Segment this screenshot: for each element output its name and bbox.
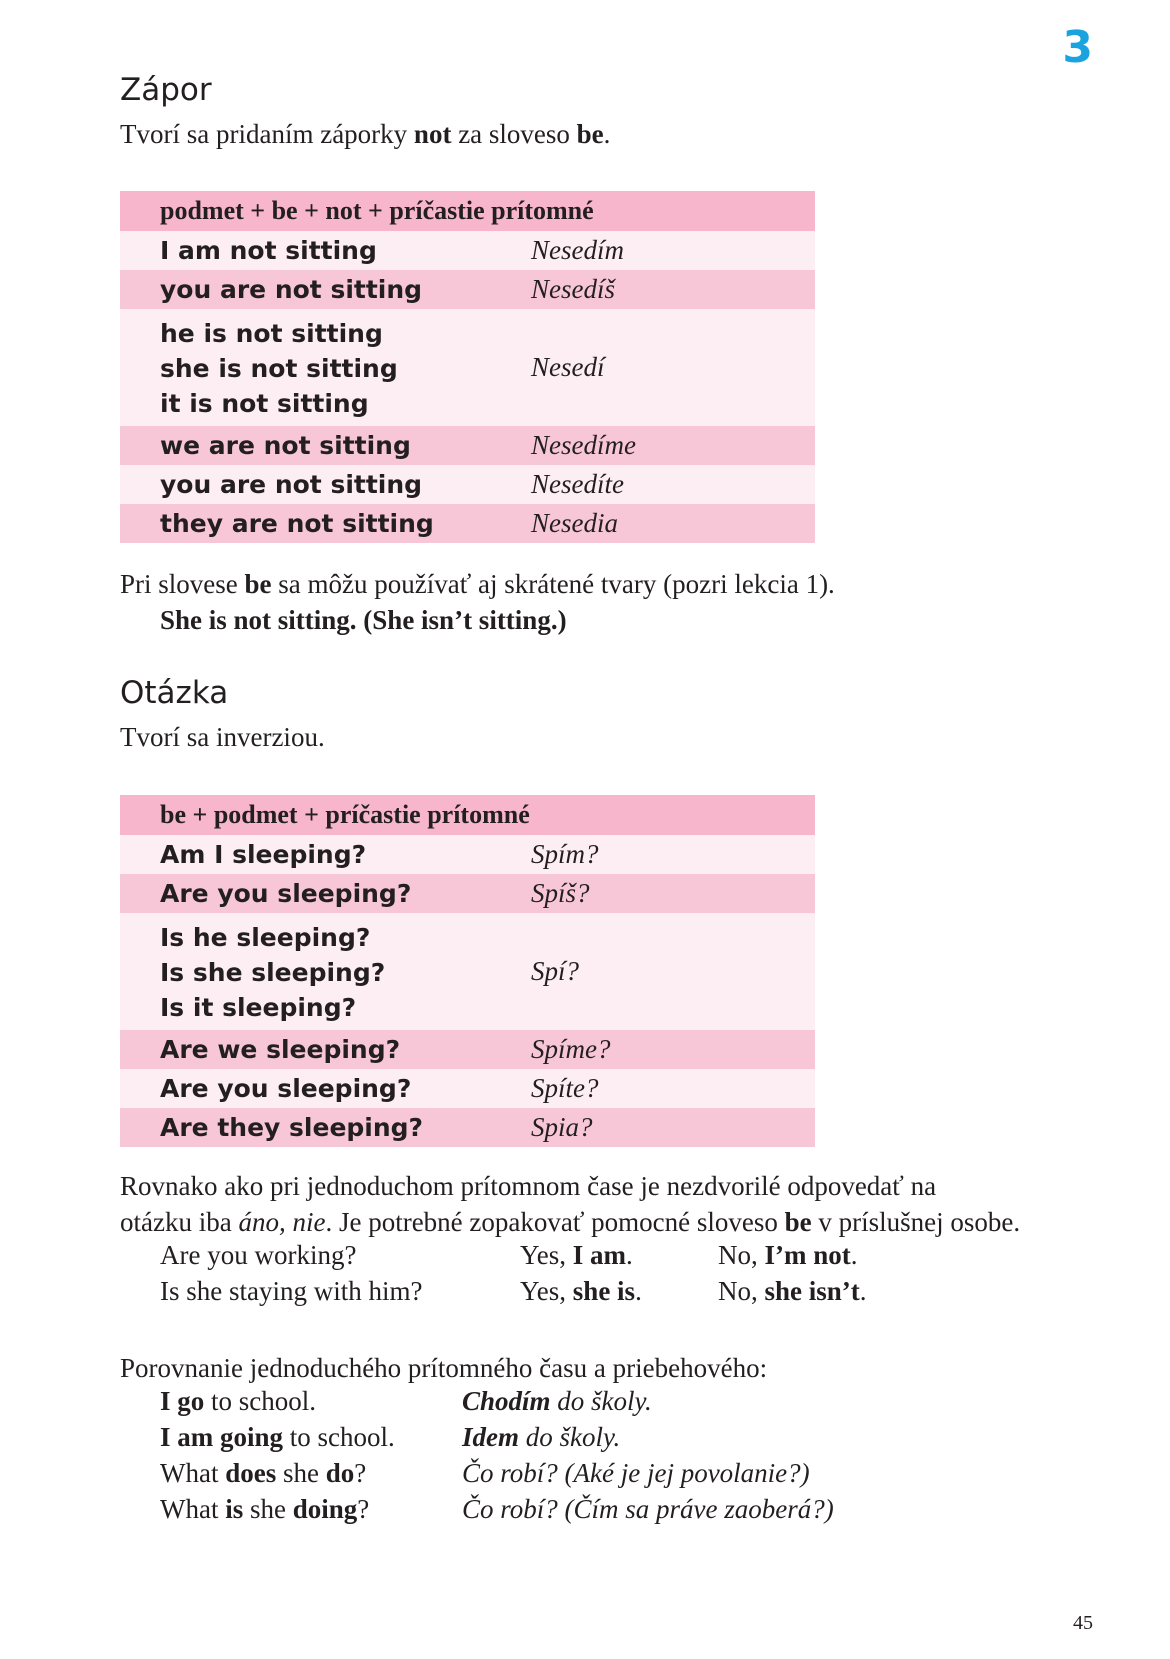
table-row: we are not sitting Nesedíme [120, 426, 815, 465]
table-row: he is not sitting she is not sitting it is not sitting Nesedí [120, 309, 815, 426]
zapor-intro: Tvorí sa pridaním záporky not za sloveso be. [120, 119, 611, 149]
comparison-en: What does she do? [160, 1458, 367, 1488]
porovnanie-intro: Porovnanie jednoduchého prítomného času a priebehového: [120, 1353, 768, 1383]
zapor-example: She is not sitting. (She isn’t sitting.) [160, 605, 567, 635]
otazka-note-line2: otázku iba áno, nie. Je potrebné zopakovať pomocné sloveso be v príslušnej osobe. [120, 1207, 1021, 1237]
chapter-number: 3 [1062, 22, 1093, 73]
answer-question: Is she staying with him? [160, 1276, 423, 1306]
table-header: be + podmet + príčastie prítomné [120, 795, 815, 835]
zapor-table [120, 191, 815, 543]
table-row: Are you sleeping? Spíš? [120, 874, 815, 913]
otazka-intro: Tvorí sa inverziou. [120, 722, 325, 752]
answer-no: No, I’m not. [718, 1240, 858, 1270]
otazka-table [120, 795, 815, 1147]
comparison-en: I am going to school. [160, 1422, 395, 1452]
table-row: Are you sleeping? Spíte? [120, 1069, 815, 1108]
zapor-note: Pri slovese be sa môžu používať aj skrátené tvary (pozri lekcia 1). [120, 569, 835, 599]
comparison-en: What is she doing? [160, 1494, 370, 1524]
comparison-sk: Čo robí? (Čím sa práve zaoberá?) [462, 1494, 834, 1524]
answer-question: Are you working? [160, 1240, 357, 1270]
comparison-sk: Čo robí? (Aké je jej povolanie?) [462, 1458, 810, 1488]
table-row: you are not sitting Nesedíte [120, 465, 815, 504]
otazka-note-line1: Rovnako ako pri jednoduchom prítomnom čase je nezdvorilé odpovedať na [120, 1171, 937, 1201]
table-row: you are not sitting Nesedíš [120, 270, 815, 309]
table-row: I am not sitting Nesedím [120, 231, 815, 270]
section-heading-zapor: Zápor [120, 72, 212, 108]
section-heading-otazka: Otázka [120, 675, 229, 711]
answer-yes: Yes, I am. [520, 1240, 633, 1270]
table-row: Are they sleeping? Spia? [120, 1108, 815, 1147]
table-header: podmet + be + not + príčastie prítomné [120, 191, 815, 231]
page-number: 45 [1073, 1612, 1093, 1634]
comparison-en: I go to school. [160, 1386, 317, 1416]
comparison-sk: Idem do školy. [462, 1422, 621, 1452]
table-row: Are we sleeping? Spíme? [120, 1030, 815, 1069]
table-row: they are not sitting Nesedia [120, 504, 815, 543]
comparison-sk: Chodím do školy. [462, 1386, 652, 1416]
table-row: Am I sleeping? Spím? [120, 835, 815, 874]
answer-no: No, she isn’t. [718, 1276, 867, 1306]
table-row: Is he sleeping? Is she sleeping? Is it sleeping? Spí? [120, 913, 815, 1030]
answer-yes: Yes, she is. [520, 1276, 642, 1306]
